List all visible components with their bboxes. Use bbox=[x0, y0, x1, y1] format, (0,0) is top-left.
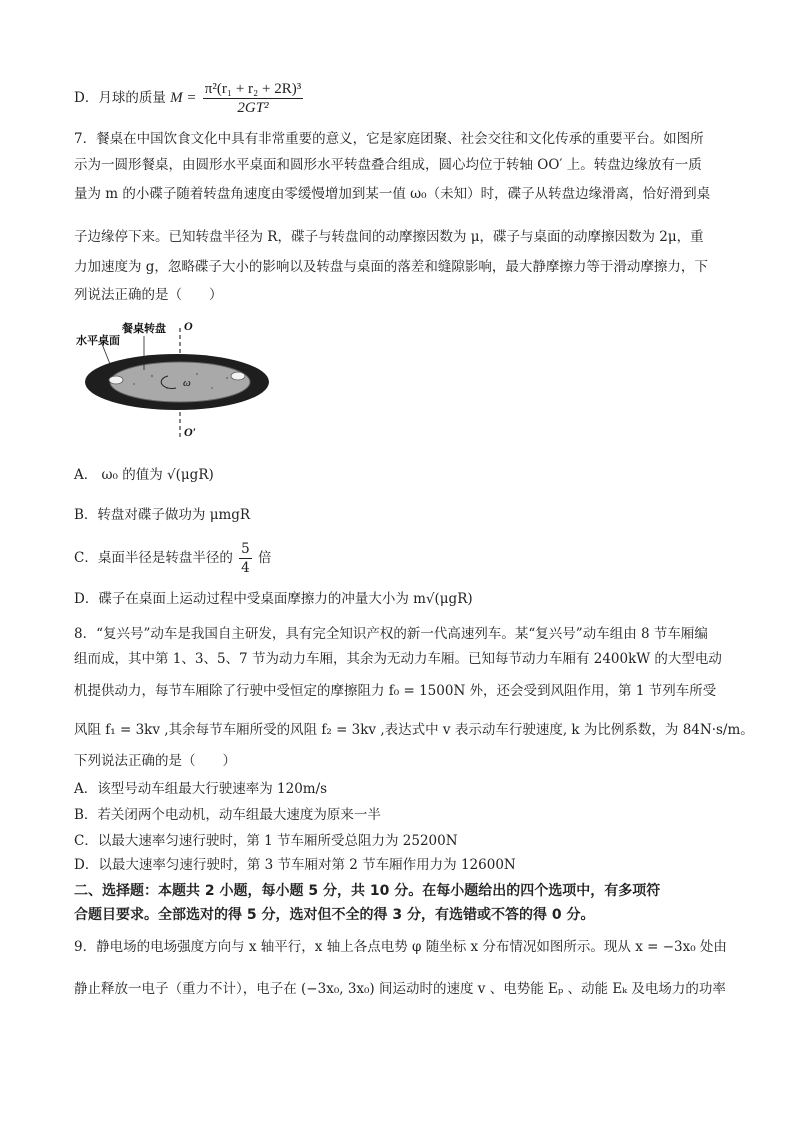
q8-option-b: B．若关闭两个电动机，动车组最大速度为原来一半 bbox=[74, 807, 381, 823]
label-omega: ω bbox=[183, 377, 191, 389]
q7-table-diagram bbox=[72, 318, 282, 448]
q9-line-1: 9．静电场的电场强度方向与 x 轴平行，x 轴上各点电势 φ 随坐标 x 分布情况如图所示。现从 x = −3x₀ 处由 bbox=[74, 939, 727, 955]
q8-line-2: 组而成，其中第 1、3、5、7 节为动力车厢，其余为无动力车厢。已知每节动力车厢有 2400kW 的大型电动 bbox=[74, 651, 722, 667]
q7-line-5: 力加速度为 g，忽略碟子大小的影响以及转盘与桌面的落差和缝隙影响，最大静摩擦力等于滑动摩擦力，下 bbox=[74, 259, 708, 275]
q7-line-3: 量为 m 的小碟子随着转盘角速度由零缓慢增加到某一值 ω₀（未知）时，碟子从转盘边缘滑离，恰好滑到桌 bbox=[74, 186, 711, 202]
q8-line-4: 风阻 f₁ = 3kv ,其余每节车厢所受的风阻 f₂ = 3kv ,表达式中 v 表示动车行驶速度, k 为比例系数，为 84N·s/m。 bbox=[74, 722, 754, 738]
q7-option-a: A． ω₀ 的值为 √(μgR) bbox=[74, 467, 214, 483]
prev-option-d-denominator: 2GT² bbox=[237, 100, 269, 116]
q8-option-c: C．以最大速率匀速行驶时，第 1 节车厢所受总阻力为 25200N bbox=[74, 833, 458, 849]
label-turntable: 餐桌转盘 bbox=[122, 322, 166, 335]
section-2-heading-line-2: 合题目要求。全部选对的得 5 分，选对但不全的得 3 分，有选错或不答的得 0 分。 bbox=[74, 907, 595, 923]
q7-option-c-post: 倍 bbox=[258, 550, 272, 566]
dish-left bbox=[109, 376, 123, 384]
label-o-prime: O′ bbox=[184, 425, 197, 439]
q8-option-d: D．以最大速率匀速行驶时，第 3 节车厢对第 2 节车厢作用力为 12600N bbox=[74, 857, 516, 873]
label-o: O bbox=[184, 319, 193, 333]
q7-line-1: 7．餐桌在中国饮食文化中具有非常重要的意义，它是家庭团聚、社会交往和文化传承的重要平台。如图所 bbox=[74, 131, 704, 147]
prev-option-d-numerator: π²(r₁ + r₂ + 2R)³ bbox=[204, 81, 302, 97]
q7-line-6: 列说法正确的是（ ） bbox=[74, 287, 223, 303]
q7-option-c-fraction bbox=[239, 540, 252, 577]
q7-option-d: D．碟子在桌面上运动过程中受桌面摩擦力的冲量大小为 m√(μgR) bbox=[74, 591, 473, 607]
q7-option-c-num: 5 bbox=[241, 541, 250, 557]
q7-option-c bbox=[74, 540, 272, 577]
dish-right bbox=[231, 372, 245, 380]
q8-line-3: 机提供动力，每节车厢除了行驶中受恒定的摩擦阻力 f₀ = 1500N 外，还会受到风阻作用，第 1 节列车所受 bbox=[74, 683, 717, 699]
q9-line-2: 静止释放一电子（重力不计），电子在 (−3x₀, 3x₀) 间运动时的速度 v 、电势能 Eₚ 、动能 Eₖ 及电场力的功率 bbox=[74, 981, 726, 997]
prev-option-d bbox=[74, 80, 305, 117]
q7-option-c-pre: C．桌面半径是转盘半径的 bbox=[74, 550, 233, 566]
q8-line-5: 下列说法正确的是（ ） bbox=[74, 753, 236, 769]
section-2-heading-line-1: 二、选择题：本题共 2 小题，每小题 5 分，共 10 分。在每小题给出的四个选项中，有多项符 bbox=[74, 883, 661, 899]
q7-option-c-den: 4 bbox=[241, 560, 250, 576]
q8-line-1: 8．“复兴号”动车是我国自主研发，具有完全知识产权的新一代高速列车。某“复兴号”动车组由 8 节车厢编 bbox=[74, 626, 708, 642]
label-table: 水平桌面 bbox=[76, 334, 120, 347]
q7-line-4: 子边缘停下来。已知转盘半径为 R，碟子与转盘间的动摩擦因数为 μ，碟子与桌面的动摩擦因数为 2μ，重 bbox=[74, 229, 704, 245]
q7-figure-table bbox=[72, 318, 282, 452]
q7-option-b: B．转盘对碟子做功为 μmgR bbox=[74, 507, 251, 523]
q7-line-2: 示为一圆形餐桌，由圆形水平桌面和圆形水平转盘叠合组成，圆心均位于转轴 OO′ 上。转盘边缘放有一质 bbox=[74, 157, 702, 173]
prev-option-d-label: D．月球的质量 bbox=[74, 90, 166, 106]
prev-option-d-lhs: M = bbox=[170, 90, 197, 106]
prev-option-d-fraction bbox=[203, 80, 303, 117]
q8-option-a: A．该型号动车组最大行驶速率为 120m/s bbox=[74, 781, 328, 797]
